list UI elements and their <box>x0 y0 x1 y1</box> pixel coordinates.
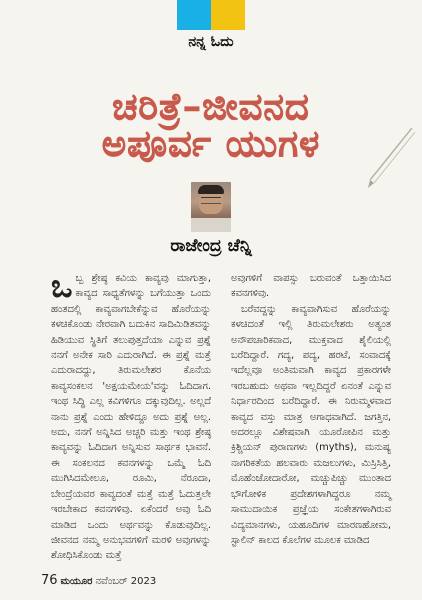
paragraph: ಅವುಗಳಿಗೆ ವಾಪಸ್ಸು ಬರುವಂತೆ ಒತ್ತಾಯಿಸಿದ ಕವನಗಳಿವು. <box>231 273 391 300</box>
paragraph: ಬರೆವದ್ದನ್ನು ಕಾವ್ಯವಾಗಿಸುವ ಹೊರೆಯನ್ನು ಕಳಚಿದಂತೆ ಇಲ್ಲಿ ತಿರುಮಲೇಶರು ಅತ್ಯಂತ ಅನೌಪಚಾರಿಕವಾದ, ಮುಕ್ತವಾದ ಶೈಲಿಯಲ್ಲಿ ಬರೆದಿದ್ದಾರೆ. ಗದ್ಯ, ಪದ್ಯ, ಹರಟೆ, ಸಂವಾದಕ್ಕೆ ಇದೆಲ್ಲವೂ ಅಂತಿಮವಾಗಿ ಕಾವ್ಯದ ಪ್ರಕಾರಗಳೇ ಇರಬಹುದು ಅಥವಾ ಇಲ್ಲದಿದ್ದರೆ ಏನಂತೆ ಎನ್ನುವ ನಿರ್ಧಾರದಿಂದ ಬರೆದಿದ್ದಾರೆ. ಈ ನಿರುಮ್ಮಳವಾದ ಕಾವ್ಯದ ವಸ್ತು ಮಾತ್ರ ಅಗಾಧವಾಗಿದೆ. ಜಗತ್ತಿನ, ಅದರಲ್ಲೂ ವಿಶೇಷವಾಗಿ ಯೂರೋಪಿನ ಮತ್ತು ಕ್ರಿಶ್ಚಿಯನ್ ಪುರಾಣಗಳು (myths), ಮನುಷ್ಯ ನಾಗರಿಕತೆಯ ಹಲವಾರು ಮಜಲುಗಳು, ಮಿಸ್ರಿಸಿತ್ತಿ, ಮೊಹೆಂಜೋದಾರೋ, ಮಚ್ಚುಪಿಚ್ಚು ಮುಂತಾದ ಭೌಗೋಳಿಕ ಪ್ರದೇಶಗಳಾಗಿದ್ದರೂ ನಮ್ಮ ಸಾಮುದಾಯಿಕ ಪ್ರಜ್ಞೆಯ ಸಂಕೇತಗಳಾಗಿರುವ ವಿದ್ಯಮಾನಗಳು, ಯಹೂದಿಗಳ ಮಾರಣಹೋಮ, ಸ್ಟಾಲಿನ್ ಕಾಲದ ಕೊಲೆಗಳ ಮೂಲಕ ಮಾಡಿದ <box>231 303 391 546</box>
page-footer <box>41 573 156 589</box>
page-number: 76 <box>41 573 58 588</box>
magazine-name: ಮಯೂರ <box>60 576 93 587</box>
author-photo <box>191 182 231 232</box>
body-column-left <box>51 267 211 564</box>
article-title-line-1: ಚರಿತ್ರೆ–ಜೀವನದ <box>112 84 310 128</box>
body-column-right <box>231 271 391 548</box>
logo-blue-square <box>177 0 211 30</box>
drop-cap: ಒ <box>51 267 73 305</box>
logo-yellow-square <box>211 0 245 30</box>
series-label: ನನ್ನ ಓದು <box>188 34 234 50</box>
author-name: ರಾಜೇಂದ್ರ ಚೆನ್ನಿ <box>170 236 252 256</box>
article-title-line-2: ಅಪೂರ್ವ ಯುಗಳ <box>101 121 321 165</box>
issue-date: ನವೆಂಬರ್ 2023 <box>95 576 157 587</box>
paragraph: ಒಬ್ಬ ಶ್ರೇಷ್ಠ ಕವಿಯ ಕಾವ್ಯವು ಮಾಗುತ್ತಾ, ಕಾವ್ಯದ ಸಾಧ್ಯತೆಗಳನ್ನು ಬಗೆಯುತ್ತಾ ಒಂದು ಹಂತದಲ್ಲಿ ಕಾವ್ಯವಾಗಬೇಕೆನ್ನುವ ಹೊರೆಯನ್ನು ಕಳಚಿಕೊಂಡು ನೇರವಾಗಿ ಬದುಕಿನ ಸಾದಿಮಿಡಿತವನ್ನು ಹಿಡಿಯುವ ಸ್ಥಿತಿಗೆ ತಲುಪುತ್ತದೆಯಾ ಎನ್ನುವ ಪ್ರಶ್ನೆ ನನಗೆ ಅನೇಕ ಸಾರಿ ಎದುರಾಗಿದೆ. ಈ ಪ್ರಶ್ನೆ ಮತ್ತೆ ಎದುರಾದದ್ದು, ತಿರುಮಲೇಶರ ಕೊನೆಯ ಕಾವ್ಯಸಂಕಲನ 'ಅಕ್ಷಯಮೇಯ'ವನ್ನು ಓದಿದಾಗ. ಇಂಥ ಸಿದ್ಧಿ ಎಲ್ಲ ಕವಿಗಳಿಗೂ ದಕ್ಕುವುದಿಲ್ಲ. ಅಲ್ಲದೆ ನಾನು ಪ್ರಶ್ನೆ ಎಂದು ಹೇಳಿದ್ದೂ ಅದು ಪ್ರಶ್ನೆ ಅಲ್ಲ. ಅದು, ನನಗೆ ಅನ್ನಿಸಿದ ಅಚ್ಚರಿ ಮತ್ತು ಇಂಥ ಶ್ರೇಷ್ಠ ಕಾವ್ಯವನ್ನು ಓದಿದಾಗ ಅನ್ನಿಸುವ ಸಾರ್ಥಕ ಭಾವನೆ. ಈ ಸಂಕಲನದ ಕವನಗಳನ್ನು ಒಮ್ಮೆ ಓದಿ ಮುಗಿಸಿದಮೇಲೂ, ರೂಮಿ, ನೆರೂದಾ, ಬೇಂದ್ರೆಯವರ ಕಾವ್ಯದಂತೆ ಮತ್ತೆ ಮತ್ತೆ ಓದುತ್ತಲೇ ಇರಬೇಕಾದ ಕವನಗಳಿವು. ಏಕೆಂದರೆ ಅವು ಓದಿ ಮಾಡಿದ ಒಂದು ಅರ್ಥವನ್ನು ಕೊಡುವುದಿಲ್ಲ. ಜೀವನದ ನಮ್ಮ ಅನುಭವಗಳಿಗೆ ಮರಳಿ ಅವುಗಳನ್ನು ಶೋಧಿಸಿಕೊಂಡು ಮತ್ತೆ <box>51 267 211 562</box>
